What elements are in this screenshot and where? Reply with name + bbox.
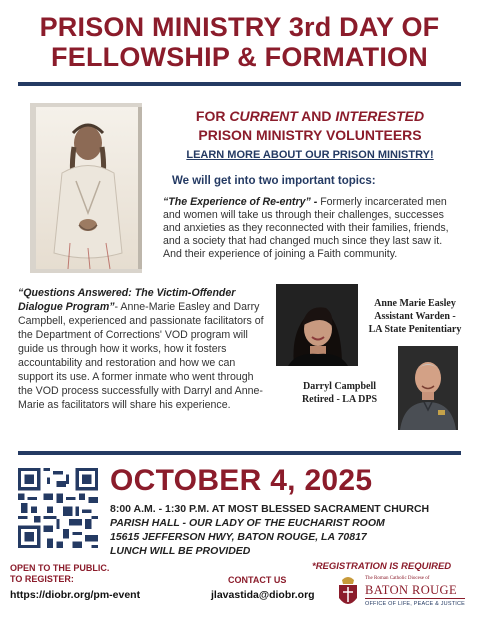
logo-divider xyxy=(365,598,465,599)
topic-reentry-body: Formerly incarcerated men and women will take us through their challenges, successes and anxieties as they reconnected with their families, friends, and a society that had changed much since they last saw it. And their experience of joining a Faith community. xyxy=(163,196,449,260)
event-room: PARISH HALL - OUR LADY OF THE EUCHARIST ROOM xyxy=(110,517,385,529)
topic-vod xyxy=(18,286,271,412)
speaker-caption-darryl: Darryl Campbell Retired - LA DPS xyxy=(301,381,378,405)
title-line-2: FELLOWSHIP & FORMATION xyxy=(51,42,428,72)
page-title xyxy=(0,12,479,72)
logo-diocese-text: The Roman Catholic Diocese of xyxy=(365,576,430,581)
contact-email[interactable]: jlavastida@diobr.org xyxy=(211,589,315,601)
bottom-divider xyxy=(18,451,461,455)
top-divider xyxy=(18,82,461,86)
topic-vod-body: - Anne-Marie Easley and Darry Campbell, experienced and passionate facilitators of the Department of Corrections' VOD program will guide us through how it works, how it fosters accountability and restoration and how we can support its use. A former inmate who went through the VOD process successfully with Darryl and Anne-Marie as facilitators will share his experience. xyxy=(18,301,264,411)
topic-reentry-title: “The Experience of Re-entry” - xyxy=(163,196,321,208)
christ-painting-image xyxy=(30,103,142,273)
diocese-logo xyxy=(337,574,472,614)
diocese-crest-icon xyxy=(337,574,359,610)
qr-code[interactable] xyxy=(18,468,98,548)
event-address: 15615 JEFFERSON HWY, BATON ROUGE, LA 70817 xyxy=(110,531,367,543)
to-register-label: TO REGISTER: xyxy=(10,574,74,584)
event-time-place: 8:00 A.M. - 1:30 P.M. AT MOST BLESSED SACRAMENT CHURCH xyxy=(110,503,430,515)
audience-line-1: FOR CURRENT AND INTERESTED xyxy=(195,108,425,124)
register-link[interactable]: https://diobr.org/pm-event xyxy=(10,589,141,601)
title-line-1: PRISON MINISTRY 3rd DAY OF xyxy=(39,12,440,42)
topic-vod-title: “Questions Answered: The Victim-Offender Dialogue Program” xyxy=(18,287,236,313)
speaker-photo-darryl xyxy=(398,346,458,430)
learn-more-link[interactable]: LEARN MORE ABOUT OUR PRISON MINISTRY! xyxy=(186,149,434,161)
speaker-photo-anne-marie xyxy=(276,284,358,366)
topics-intro: We will get into two important topics: xyxy=(172,175,376,187)
event-date: OCTOBER 4, 2025 xyxy=(110,464,373,497)
logo-baton-rouge: BATON ROUGE xyxy=(365,583,458,597)
event-lunch: LUNCH WILL BE PROVIDED xyxy=(110,545,251,557)
speaker-caption-anne-marie: Anne Marie Easley Assistant Warden - LA State Penitentiary xyxy=(368,298,462,335)
audience-line-2: PRISON MINISTRY VOLUNTEERS xyxy=(198,127,422,143)
open-to-public: OPEN TO THE PUBLIC. xyxy=(10,563,110,573)
contact-label: CONTACT US xyxy=(228,575,287,585)
logo-office-text: OFFICE OF LIFE, PEACE & JUSTICE xyxy=(365,601,466,607)
topic-reentry xyxy=(163,196,463,261)
registration-required-note: *REGISTRATION IS REQUIRED xyxy=(312,561,452,572)
